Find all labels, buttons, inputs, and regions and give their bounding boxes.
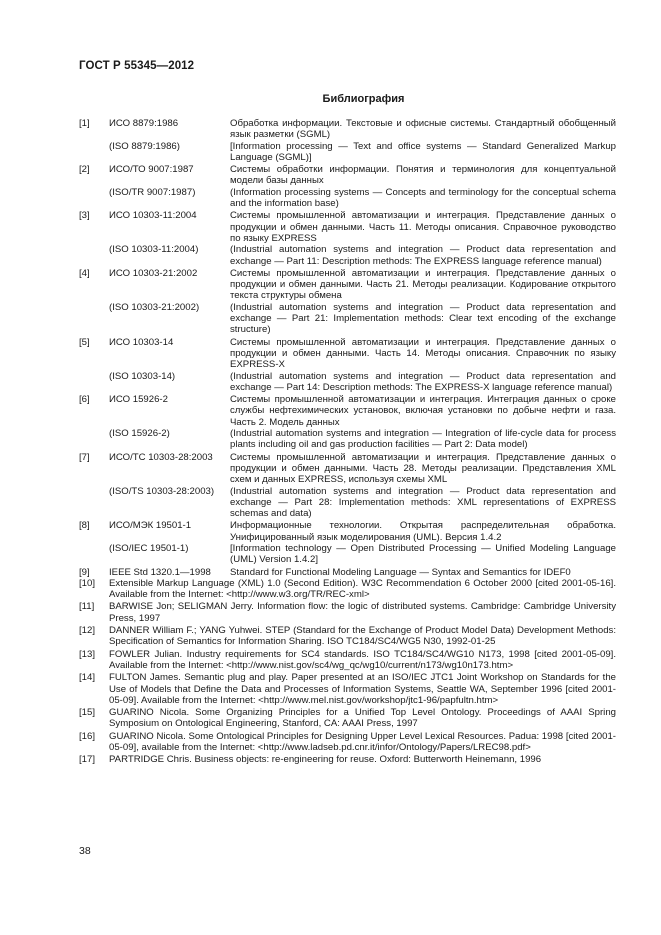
bib-entry-text: BARWISE Jon; SELIGMAN Jerry. Information flow: the logic of distributed systems. Cambridge: Cambridge University Press, 1997 <box>109 601 616 624</box>
bib-entry-number: [3] <box>79 210 90 222</box>
bib-entry-16 <box>79 731 616 754</box>
bib-entry-text: Системы промышленной автоматизации и интеграция. Интеграция данных о сроке службы нефтехимических установок, включая установки по добыче нефти и газа. Часть 2. Модель данных <box>230 394 616 428</box>
bib-entry-number: [4] <box>79 267 90 279</box>
bib-entry-code: ИСО 8879:1986 <box>109 118 179 129</box>
bib-entry-code: (ISO/IEC 19501-1) <box>109 542 189 554</box>
bib-entry-text: Системы обработки информации. Понятия и терминология для концептуальной модели базы данных <box>230 164 616 187</box>
bib-entry-text: (Industrial automation systems and integration — Integration of life-cycle data for process plants including oil and gas production facilities — Part 2: Data model) <box>230 428 616 451</box>
bib-entry-number: [17] <box>79 754 96 766</box>
bib-entry-code: ИСО 10303-11:2004 <box>109 210 197 222</box>
bib-entry-text: FULTON James. Semantic plug and play. Paper presented at an ISO/IEC JTC1 Joint Workshop on Standards for the Use of Models that Define the Data and Processes of Information Systems, Seattle WA, September 1996 [cited 2001-05-09]. Available from the Internet: <http://www.mel.nist.gov/workshop/jtc1-96/papfultn.htm> <box>109 672 616 706</box>
bib-entry-code: IEEE Std 1320.1—1998 <box>109 566 211 578</box>
bib-entry-code: ИСО 10303-21:2002 <box>109 267 198 279</box>
bib-entry-text: Системы промышленной автоматизации и интеграция. Представление данных о продукции и обмен данными. Часть 11. Методы описания. Справочное руководство по языку EXPRESS <box>230 210 616 244</box>
bib-entry-number: [1] <box>79 118 90 129</box>
bib-entry-number: [5] <box>79 336 90 348</box>
bib-entry-code: (ISO 8879:1986) <box>109 140 180 152</box>
bib-entry-13 <box>79 649 616 672</box>
bib-entry-code: ИСО/ТС 10303-28:2003 <box>109 451 213 463</box>
bib-entry-number: [13] <box>79 648 96 660</box>
bib-entry-number: [11] <box>79 601 95 613</box>
bib-entry-text: (Industrial automation systems and integration — Product data representation and exchange — Part 11: Description methods: The EXPRESS language reference manual) <box>230 244 616 267</box>
bib-entry-code: ИСО 10303-14 <box>109 336 174 348</box>
bib-entry-text: (Information processing systems — Concepts and terminology for the conceptual schema and the information base) <box>230 186 616 210</box>
bib-entry-number: [6] <box>79 394 90 406</box>
bib-entry-number: [9] <box>79 566 90 578</box>
bib-entry-number: [7] <box>79 451 90 463</box>
bib-entry-text: [Information processing — Text and office systems — Standard Generalized Markup Language (SGML)] <box>230 140 616 163</box>
bib-entry-text: PARTRIDGE Chris. Business objects: re-engineering for reuse. Oxford: Butterworth Heinemann, 1996 <box>109 754 542 766</box>
bib-entry-text: Информационные технологии. Открытая распределительная обработка. Унифицированный язык моделирования (UML). Версия 1.4.2 <box>230 520 616 543</box>
bib-entry-7 <box>79 452 616 520</box>
page-number: 38 <box>79 845 91 857</box>
bib-entry-number: [12] <box>79 625 96 637</box>
bib-entry-text: FOWLER Julian. Industry requirements for SC4 standards. ISO TC184/SC4/WG10 N173, 1998 [cited 2001-05-09]. Available from the Internet: <http://www.nist.gov/sc4/wg_qc/wg10/current/n173/wg10n173.htm> <box>109 648 616 671</box>
bib-entry-number: [2] <box>79 164 90 176</box>
bib-entry-3 <box>79 210 616 266</box>
bib-entry-text: GUARINO Nicola. Some Ontological Principles for Designing Upper Level Lexical Resources. Padua: 1998 [cited 2001-05-09], available from the Internet: <http://www.ladseb.pd.cnr.it/infor/Ontology/Papers/LREC98.pdf> <box>109 730 616 754</box>
bib-entry-number: [15] <box>79 707 96 719</box>
bib-entry-15 <box>79 707 616 730</box>
bib-entry-text: Обработка информации. Текстовые и офисные системы. Стандартный обобщенный язык разметки (SGML) <box>230 118 616 141</box>
bib-entry-code: ИСО 15926-2 <box>109 394 168 406</box>
bib-entry-number: [10] <box>79 577 96 589</box>
bib-entry-text: Системы промышленной автоматизации и интеграция. Представление данных о продукции и обмен данными. Часть 21. Методы реализации. Кодирование открытого текста структуры обмена <box>230 267 616 302</box>
bib-entry-text: [Information technology — Open Distributed Processing — Unified Modeling Language (UML) Version 1.4.2] <box>230 542 616 566</box>
bibliography-title <box>0 93 661 105</box>
bib-entry-2 <box>79 164 616 209</box>
bib-entry-text: (Industrial automation systems and integration — Product data representation and exchange — Part 14: Description methods: The EXPRESS-X language reference manual) <box>230 370 616 393</box>
bib-entry-9 <box>79 567 616 578</box>
bib-entry-text: Standard for Functional Modeling Language — Syntax and Semantics for IDEF0 <box>230 566 571 578</box>
bib-entry-number: [14] <box>79 672 96 684</box>
bib-entry-17 <box>79 754 616 765</box>
bib-entry-code: (ISO 10303-11:2004) <box>109 244 199 256</box>
bib-entry-14 <box>79 672 616 706</box>
bib-entry-text: DANNER William F.; YANG Yuhwei. STEP (Standard for the Exchange of Product Model Data) Development Methods: Specification of Semantics for Information Sharing. ISO TC184/SC4/WG5 N30, 1992-01-25 <box>109 625 616 648</box>
bib-entry-text: Системы промышленной автоматизации и интеграция. Представление данных о продукции и обмен данными. Часть 28. Методы реализации. Представления XML схем и данных EXPRESS, используя схемы XML <box>230 451 616 486</box>
bib-entry-code: (ISO 10303-21:2002) <box>109 301 200 313</box>
bibliography-title-text: Библиография <box>322 93 405 105</box>
bib-entry-code: (ISO 10303-14) <box>109 370 176 382</box>
bib-entry-6 <box>79 394 616 450</box>
bib-entry-code: (ISO 15926-2) <box>109 428 170 440</box>
bib-entry-code: ИСО/ТО 9007:1987 <box>109 164 194 176</box>
bib-entry-text: (Industrial automation systems and integration — Product data representation and exchange — Part 21: Implementation methods: Clear text encoding of the exchange structure) <box>230 301 616 336</box>
bib-entry-4 <box>79 268 616 336</box>
bib-entry-12 <box>79 625 616 648</box>
bib-entry-code: (ISO/TR 9007:1987) <box>109 186 196 198</box>
bib-entry-number: [16] <box>79 730 96 742</box>
bib-entry-text: (Industrial automation systems and integration — Product data representation and exchange — Part 28: Implementation methods: XML representations of EXPRESS schemas and data) <box>230 485 616 520</box>
bibliography-list <box>79 118 616 766</box>
bib-entry-8 <box>79 520 616 565</box>
bib-entry-text: GUARINO Nicola. Some Organizing Principles for a Unified Top Level Ontology. Proceedings of AAAI Spring Symposium on Ontological Engineering, Stanford, CA: AAAI Press, 1997 <box>109 707 616 730</box>
bib-entry-text: Extensible Markup Language (XML) 1.0 (Second Edition). W3C Recommendation 6 October 2000 [cited 2001-05-16]. Available from the Internet: <http://www.w3.org/TR/REC-xml> <box>109 577 616 601</box>
bib-entry-11 <box>79 601 616 624</box>
bib-entry-1 <box>79 118 616 163</box>
bib-entry-10 <box>79 578 616 601</box>
bib-entry-code: ИСО/МЭК 19501-1 <box>109 520 192 532</box>
document-header: ГОСТ Р 55345—2012 <box>79 60 195 72</box>
bib-entry-number: [8] <box>79 520 90 532</box>
bib-entry-5 <box>79 337 616 393</box>
bib-entry-code: (ISO/TS 10303-28:2003) <box>109 485 215 497</box>
bib-entry-text: Системы промышленной автоматизации и интеграция. Представление данных о продукции и обмен данными. Часть 14. Методы описания. Справочник по языку EXPRESS-X <box>230 336 616 371</box>
